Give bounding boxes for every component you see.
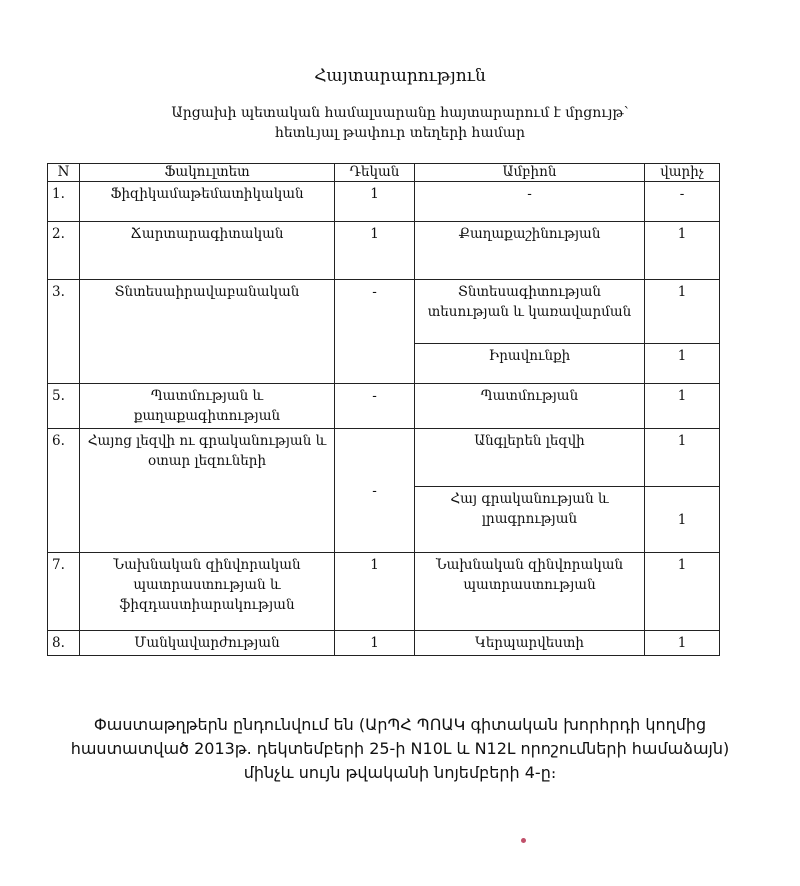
subtitle-line-2: հետևյալ թափուր տեղերի համար [274, 125, 526, 141]
ink-dot [521, 838, 526, 843]
head-cell: 1 [645, 384, 720, 429]
dean-cell: 1 [335, 222, 415, 280]
faculty-cell: Ճարտարագիտական [80, 222, 335, 280]
header-dean: Դեկան [335, 164, 415, 182]
header-faculty: Ֆակուլտետ [80, 164, 335, 182]
vacancies-table [47, 163, 720, 656]
faculty-cell: Ֆիզիկամաթեմատիկական [80, 182, 335, 222]
head-cell: 1 [645, 487, 720, 553]
table-row [48, 631, 720, 656]
faculty-cell: Նախնական զինվորական պատրաստության և ֆիզդաստիարակության [80, 553, 335, 631]
page-title: Հայտարարություն [314, 66, 486, 86]
row-number: 6. [48, 429, 80, 553]
chair-cell: Տնտեսագիտության տեսության և կառավարման [415, 280, 645, 344]
chair-cell: Կերպարվեստի [415, 631, 645, 656]
table-row [48, 182, 720, 222]
subtitle-line-1: Արցախի պետական համալսարանը հայտարարում է մրցույթ՝ [171, 105, 629, 121]
chair-cell: Քաղաքաշինության [415, 222, 645, 280]
table-row [48, 280, 720, 344]
dean-cell: - [335, 280, 415, 384]
row-number: 3. [48, 280, 80, 384]
faculty-cell: Պատմության և քաղաքագիտության [80, 384, 335, 429]
row-number: 8. [48, 631, 80, 656]
table-row [48, 384, 720, 429]
head-cell: 1 [645, 280, 720, 344]
dean-cell: 1 [335, 553, 415, 631]
dean-cell: - [335, 384, 415, 429]
dean-cell: 1 [335, 182, 415, 222]
chair-cell: Իրավունքի [415, 344, 645, 384]
table-row [48, 222, 720, 280]
table-header-row [48, 164, 720, 182]
row-number: 1. [48, 182, 80, 222]
page-subtitle [100, 103, 700, 143]
head-cell: 1 [645, 344, 720, 384]
head-cell: 1 [645, 631, 720, 656]
chair-cell: Անգլերեն լեզվի [415, 429, 645, 487]
head-cell: - [645, 182, 720, 222]
chair-cell: Հայ գրականության և լրագրության [415, 487, 645, 553]
dean-cell: 1 [335, 631, 415, 656]
head-cell: 1 [645, 429, 720, 487]
faculty-cell: Տնտեսաիրավաբանական [80, 280, 335, 384]
head-cell: 1 [645, 553, 720, 631]
header-head: վարիչ [645, 164, 720, 182]
header-chair: Ամբիոն [415, 164, 645, 182]
dean-cell: - [335, 429, 415, 553]
table-row [48, 553, 720, 631]
header-number: N [48, 164, 80, 182]
table-row [48, 429, 720, 487]
chair-cell: - [415, 182, 645, 222]
submission-deadline-text: Փաստաթղթերն ընդունվում են (ԱրՊՀ ՊՈԱԿ գիտական խորհրդի կողմից հաստատված 2013թ. դեկտեմբերի 25-ի N10Լ և N12Լ որոշումների համաձայն) մինչև սույն թվականի նոյեմբերի 4-ը։ [70, 715, 730, 782]
row-number: 2. [48, 222, 80, 280]
head-cell: 1 [645, 222, 720, 280]
chair-cell: Պատմության [415, 384, 645, 429]
row-number: 5. [48, 384, 80, 429]
row-number: 7. [48, 553, 80, 631]
faculty-cell: Հայոց լեզվի ու գրականության և օտար լեզուների [80, 429, 335, 553]
chair-cell: Նախնական զինվորական պատրաստության [415, 553, 645, 631]
faculty-cell: Մանկավարժության [80, 631, 335, 656]
